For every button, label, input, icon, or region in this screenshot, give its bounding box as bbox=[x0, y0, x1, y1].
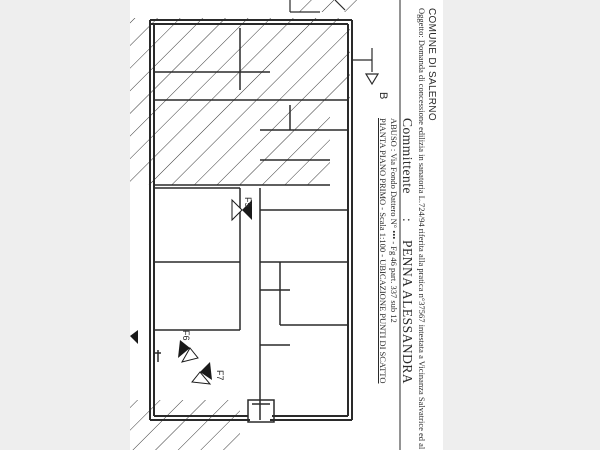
section-label-b: B bbox=[377, 92, 389, 100]
hatched-area-corner bbox=[290, 0, 360, 12]
stair-box bbox=[248, 400, 274, 422]
shot-marker-f7 bbox=[192, 362, 212, 384]
shot-label-f7: F7 bbox=[215, 370, 225, 381]
oggetto-text: Oggetto: Domanda di concessione edilizia in sanatoria L.724/94 riferita alla pratica n°37567 intestata a Vicinanza Salvatrice ed al bbox=[417, 8, 427, 450]
committente-label: Committente bbox=[400, 118, 415, 194]
comune-title: COMUNE DI SALERNO bbox=[426, 8, 437, 121]
drawing-sheet bbox=[130, 0, 443, 450]
committente-separator: : bbox=[400, 218, 415, 223]
shot-marker-f6 bbox=[178, 340, 198, 362]
shot-label-f6: F6 bbox=[181, 330, 191, 341]
hatched-area-bottom bbox=[130, 400, 240, 450]
abuso-text: ABUSO : Via Fondo Dattero N° ••• - Fg 46 part. 337 sub 12 bbox=[389, 118, 399, 323]
shot-marker-edge bbox=[130, 330, 138, 344]
scan-margin-right bbox=[443, 0, 600, 450]
committente-name: PENNA ALESSANDRA bbox=[400, 240, 415, 385]
scan-margin-left bbox=[0, 0, 130, 450]
shot-label-f5: F5 bbox=[243, 197, 253, 208]
pianta-caption: PIANTA PIANO PRIMO - Scala 1:100 - UBICAZIONE PUNTI DI SCATTO bbox=[378, 118, 388, 384]
door-marks bbox=[155, 350, 161, 362]
